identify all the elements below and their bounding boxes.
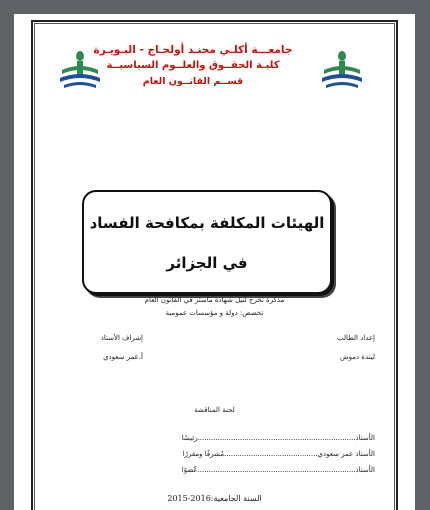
specialty: تخصص: دولة و مؤسسات عمومية bbox=[165, 309, 264, 317]
university-name: جامعـــة أكلـي محنـد أولحـاج - البـويـرة bbox=[93, 44, 293, 56]
committee-title: لجنة المناقشة bbox=[194, 406, 235, 414]
academic-year-row bbox=[14, 494, 415, 503]
thesis-title-line-1: الهيئات المكلفة بمكافحة الفساد bbox=[89, 214, 325, 232]
faculty-name: كليـة الحقــوق والعلــوم السياسيــة bbox=[106, 60, 280, 71]
thesis-title-line-2: في الجزائر bbox=[166, 254, 248, 272]
academic-year: 2015-2016 bbox=[167, 494, 211, 503]
supervisor-label: إشراف الأستاذ bbox=[100, 334, 143, 342]
document-page bbox=[14, 14, 415, 510]
thesis-subtitle: مذكرة تخرج لنيل شهادة ماستر في القانون العام bbox=[144, 296, 285, 304]
prepared-by-label: إعداد الطالب bbox=[336, 334, 375, 342]
committee-member-1: الأستاذ.......................................................................رئيسًا bbox=[181, 434, 375, 442]
committee-member-3: الأستاذ.......................................................................عُضوًا bbox=[181, 466, 375, 474]
student-name: ليندة دموش bbox=[340, 353, 375, 361]
academic-year-label: السنة الجامعية: bbox=[210, 494, 262, 503]
department-name: قســم القانــون العام bbox=[142, 76, 244, 87]
supervisor-name: أ.عمر سعودي bbox=[103, 353, 143, 361]
committee-member-2: الأستاذ عمر سعودي..........................................مُشرفًا ومقررًا bbox=[182, 450, 375, 458]
title-box bbox=[82, 190, 332, 294]
university-logo-right-icon bbox=[320, 44, 364, 92]
